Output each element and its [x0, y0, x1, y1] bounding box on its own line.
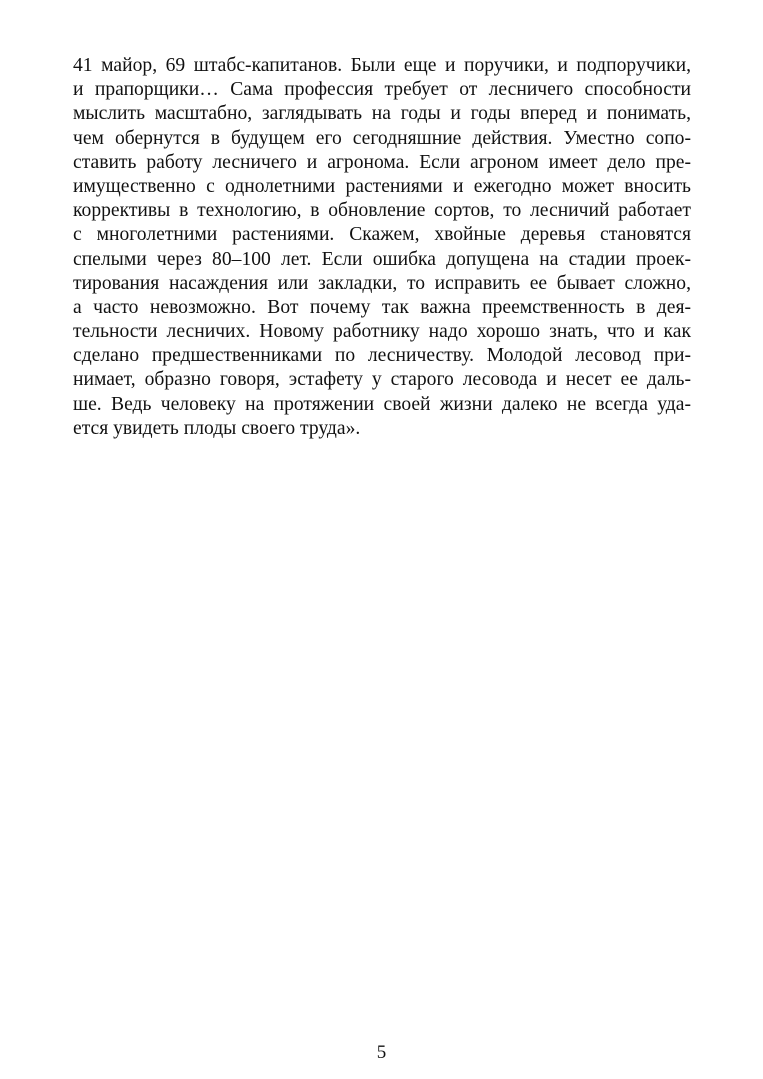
page-number: 5	[376, 1042, 387, 1063]
text-line: имущественно с однолетними растениями и ежегодно может вносить	[73, 175, 691, 197]
text-line: ше. Ведь человеку на протяжении своей жизни далеко не всегда уда-	[73, 393, 691, 415]
text-line: коррективы в технологию, в обновление сортов, то лесничий работает	[73, 200, 691, 222]
text-line: мыслить масштабно, заглядывать на годы и годы вперед и понимать,	[73, 103, 691, 125]
text-line: и прапорщики… Сама профессия требует от лесничего способности	[73, 79, 691, 101]
text-line: 41 майор, 69 штабс-капитанов. Были еще и поручики, и подпоручики,	[73, 55, 691, 76]
text-line: чем обернутся в будущем его сегодняшние действия. Уместно сопо-	[73, 127, 691, 149]
body-paragraph	[73, 54, 691, 441]
text-line: а часто невозможно. Вот почему так важна преемственность в дея-	[73, 296, 691, 318]
text-line: с многолетними растениями. Скажем, хвойные деревья становятся	[73, 224, 691, 246]
text-line: ется увидеть плоды своего труда».	[73, 417, 361, 439]
text-line: тирования насаждения или закладки, то исправить ее бывает сложно,	[73, 272, 691, 294]
text-line: спелыми через 80–100 лет. Если ошибка допущена на стадии проек-	[73, 248, 691, 270]
text-line: нимает, образно говоря, эстафету у старого лесовода и несет ее даль-	[73, 369, 691, 391]
text-line: ставить работу лесничего и агронома. Если агроном имеет дело пре-	[73, 151, 691, 173]
text-line: тельности лесничих. Новому работнику надо хорошо знать, что и как	[73, 321, 691, 343]
text-line: сделано предшественниками по лесничеству. Молодой лесовод при-	[73, 345, 691, 367]
